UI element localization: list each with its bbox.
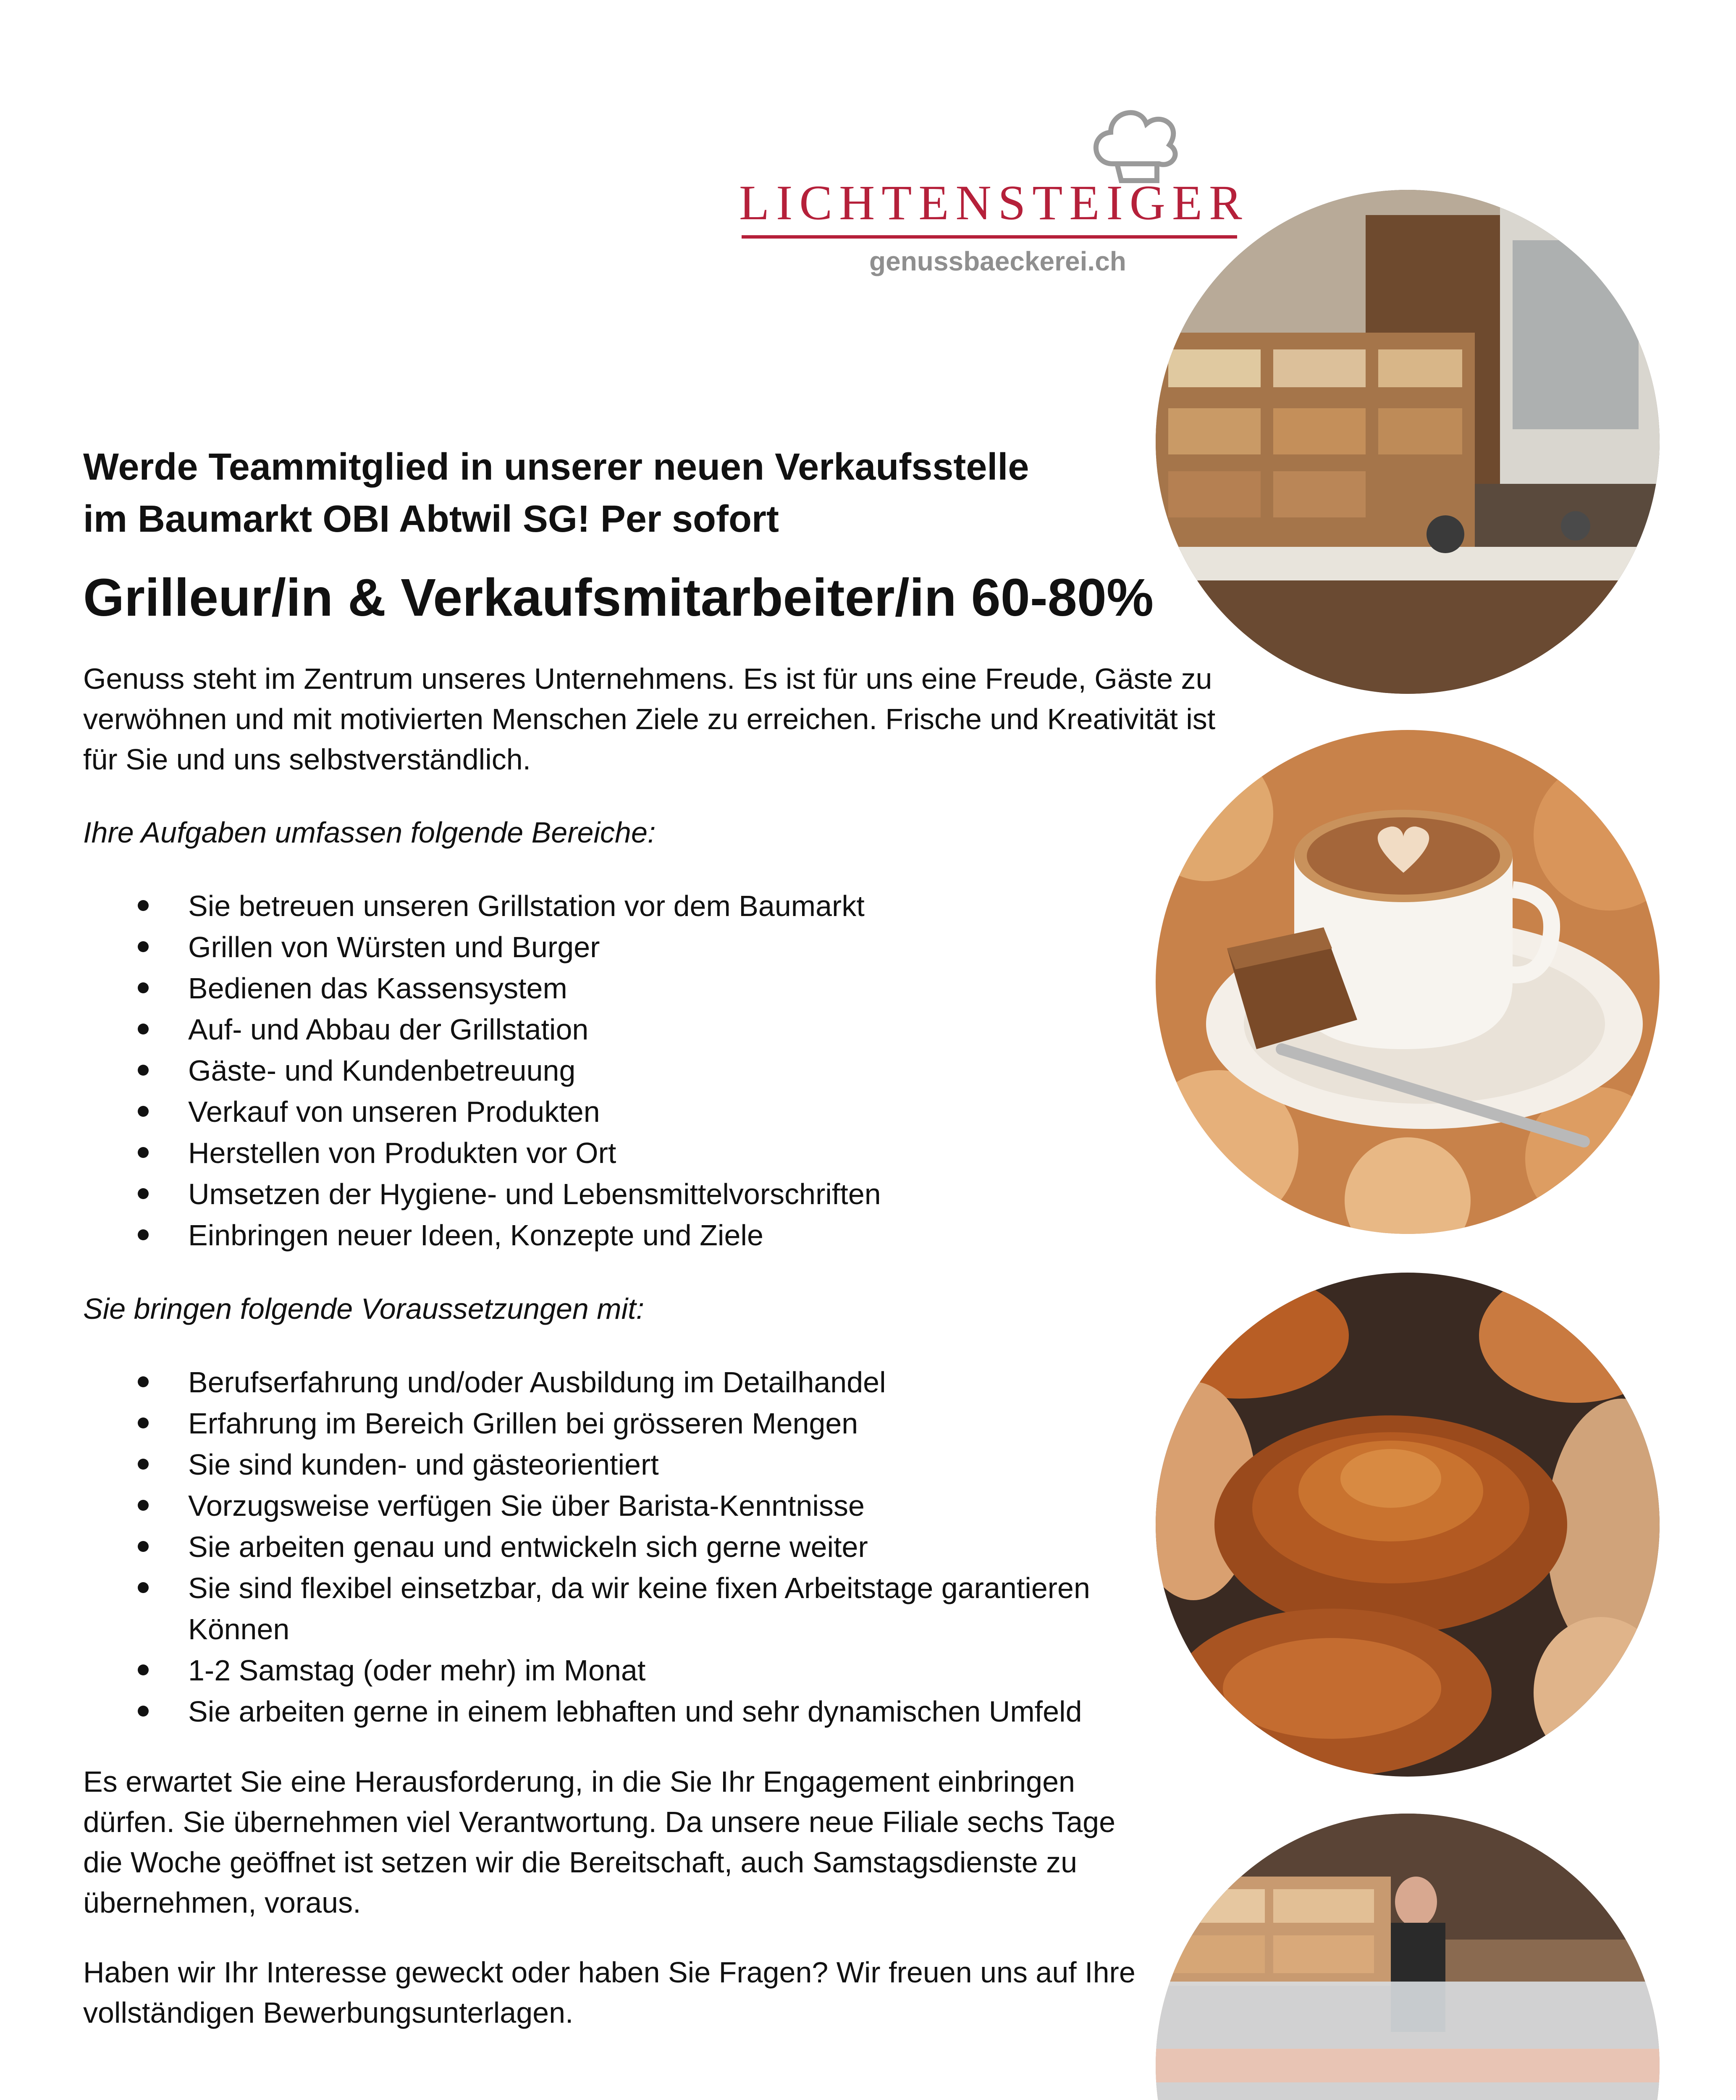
- logo-rule: [742, 235, 1237, 239]
- bullet-icon: [138, 1582, 149, 1593]
- job-ad-body: [83, 441, 1293, 2100]
- list-item: Herstellen von Produkten vor Ort: [83, 1132, 1293, 1173]
- intro-heading: [83, 441, 1293, 545]
- list-item: Gäste- und Kundenbetreuung: [83, 1050, 1293, 1091]
- job-title: Grilleur/in & Verkaufsmitarbeiter/in 60-80%: [83, 568, 1154, 627]
- bullet-icon: [138, 1541, 149, 1552]
- list-item: Sie sind flexibel einsetzbar, da wir keine fixen Arbeitstage garantieren Können: [83, 1567, 1133, 1650]
- bullet-icon: [138, 1065, 149, 1076]
- bullet-icon: [138, 982, 149, 993]
- company-logo: [739, 101, 1249, 277]
- list-item: Sie sind kunden- und gästeorientiert: [83, 1444, 1133, 1485]
- chef-hat-icon: [1088, 101, 1184, 185]
- offer-paragraph: Es erwartet Sie eine Herausforderung, in die Sie Ihr Engagement einbringen dürfen. Sie übernehmen viel Verantwortung. Da unsere neue Filiale sechs Tage die Woche geöffnet ist setzen wir die Bereitschaft, auch Samstagsdienste zu übernehmen, voraus.: [83, 1765, 1115, 1919]
- bullet-icon: [138, 1024, 149, 1034]
- list-item: 1-2 Samstag (oder mehr) im Monat: [83, 1650, 1133, 1691]
- list-item: Sie arbeiten gerne in einem lebhaften und sehr dynamischen Umfeld: [83, 1691, 1133, 1732]
- bullet-icon: [138, 1664, 149, 1675]
- intro-heading-line1: Werde Teammitglied in unserer neuen Verkaufsstelle: [83, 446, 1029, 488]
- bullet-icon: [138, 1188, 149, 1199]
- bullet-icon: [138, 1500, 149, 1511]
- tasks-heading: Ihre Aufgaben umfassen folgende Bereiche:: [83, 816, 656, 849]
- bullet-icon: [138, 1418, 149, 1428]
- bullet-icon: [138, 1376, 149, 1387]
- list-item: Bedienen das Kassensystem: [83, 968, 1293, 1009]
- list-item: Auf- und Abbau der Grillstation: [83, 1009, 1293, 1050]
- bullet-icon: [138, 941, 149, 952]
- bullet-icon: [138, 900, 149, 911]
- website-text: genussbaeckerei.ch: [869, 246, 1126, 276]
- requirements-list: [83, 1362, 1133, 1732]
- bullet-icon: [138, 1147, 149, 1158]
- bullet-icon: [138, 1106, 149, 1117]
- list-item: Verkauf von unseren Produkten: [83, 1091, 1293, 1132]
- list-item: Einbringen neuer Ideen, Konzepte und Ziele: [83, 1215, 1293, 1256]
- intro-paragraph: Genuss steht im Zentrum unseres Unternehmens. Es ist für uns eine Freude, Gäste zu verwöhnen und mit motivierten Menschen Ziele zu erreichen. Frische und Kreativität ist für Sie und uns selbstverständlich.: [83, 662, 1216, 776]
- bullet-icon: [138, 1459, 149, 1470]
- requirements-heading: Sie bringen folgende Voraussetzungen mit:: [83, 1292, 645, 1325]
- list-item: Berufserfahrung und/oder Ausbildung im Detailhandel: [83, 1362, 1133, 1403]
- list-item: Sie betreuen unseren Grillstation vor dem Baumarkt: [83, 885, 1293, 927]
- list-item: Erfahrung im Bereich Grillen bei grösseren Mengen: [83, 1403, 1133, 1444]
- list-item: Umsetzen der Hygiene- und Lebensmittelvorschriften: [83, 1173, 1293, 1215]
- closing-paragraph: Haben wir Ihr Interesse geweckt oder haben Sie Fragen? Wir freuen uns auf Ihre vollständigen Bewerbungsunterlagen.: [83, 1956, 1135, 2029]
- list-item: Sie arbeiten genau und entwickeln sich gerne weiter: [83, 1526, 1133, 1567]
- intro-heading-line2: im Baumarkt OBI Abtwil SG! Per sofort: [83, 498, 779, 540]
- brand-name: LICHTENSTEIGER: [739, 175, 1249, 230]
- tasks-list: [83, 885, 1293, 1256]
- list-item: Grillen von Würsten und Burger: [83, 927, 1293, 968]
- bullet-icon: [138, 1706, 149, 1717]
- bullet-icon: [138, 1229, 149, 1240]
- list-item: Vorzugsweise verfügen Sie über Barista-Kenntnisse: [83, 1485, 1133, 1526]
